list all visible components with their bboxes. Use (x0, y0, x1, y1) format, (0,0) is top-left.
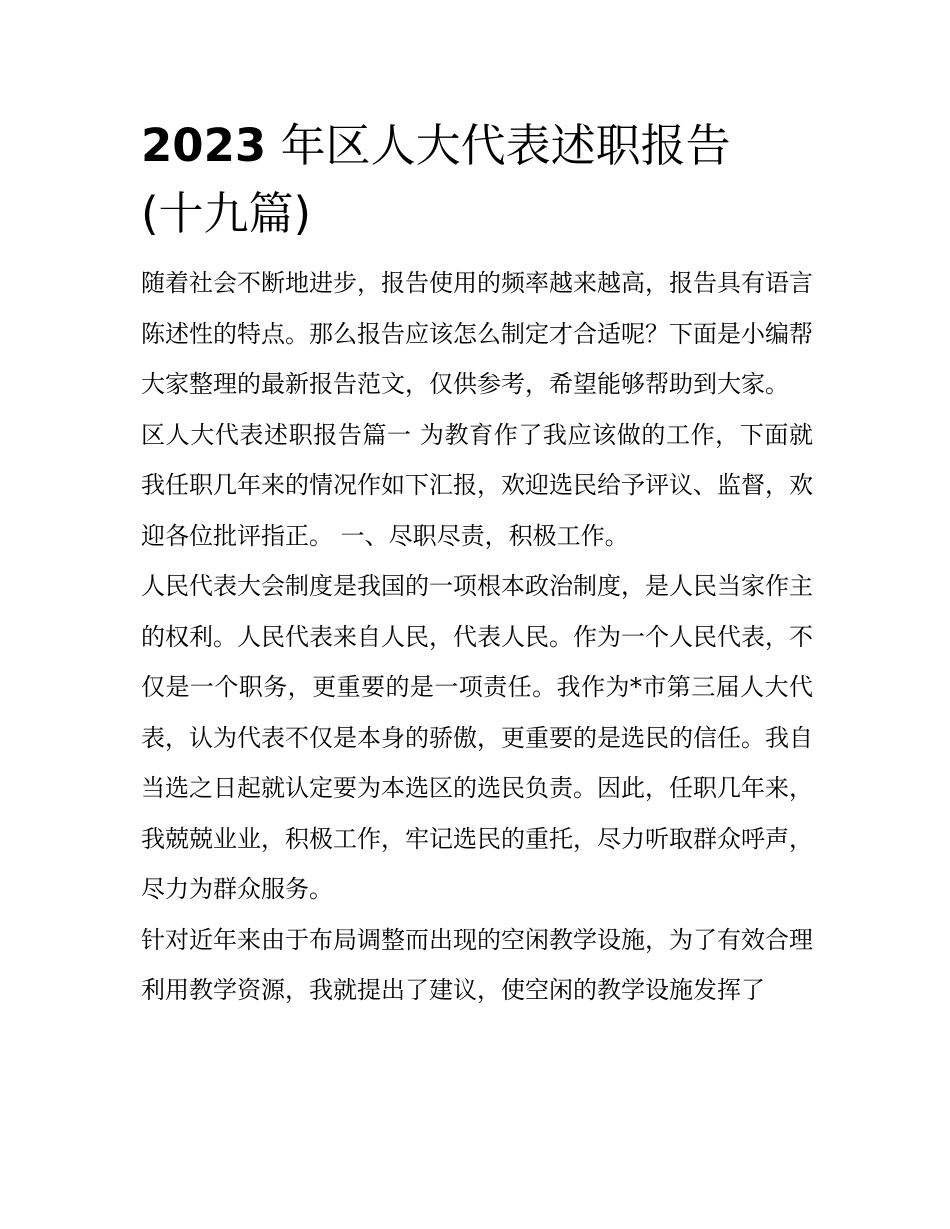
document-page (141, 112, 813, 1016)
paragraph-chapter-one: 区人大代表述职报告篇一 为教育作了我应该做的工作，下面就我任职几年来的情况作如下汇报，欢迎选民给予评议、监督，欢迎各位批评指正。 一、尽职尽责，积极工作。 (141, 420, 813, 550)
paragraph-people-congress: 人民代表大会制度是我国的一项根本政治制度，是人民当家作主的权利。人民代表来自人民，代表人民。作为一个人民代表，不仅是一个职务，更重要的是一项责任。我作为*市第三届人大代表，认为代表不仅是本身的骄傲，更重要的是选民的信任。我自当选之日起就认定要为本选区的选民负责。因此，任职几年来，我兢兢业业，积极工作，牢记选民的重托，尽力听取群众呼声，尽力为群众服务。 (141, 572, 813, 903)
page-title (141, 112, 813, 248)
title-main: 年区人大代表述职报告 (280, 119, 731, 172)
title-sub: (十九篇) (141, 187, 312, 240)
paragraph-intro: 随着社会不断地进步，报告使用的频率越来越高，报告具有语言陈述性的特点。那么报告应该怎么制定才合适呢？下面是小编帮大家整理的最新报告范文，仅供参考，希望能够帮助到大家。 (141, 269, 813, 398)
title-year: 2023 (141, 119, 267, 172)
paragraph-education-facilities: 针对近年来由于布局调整而出现的空闲教学设施，为了有效合理利用教学资源，我就提出了建议，使空闲的教学设施发挥了 (141, 925, 813, 1004)
